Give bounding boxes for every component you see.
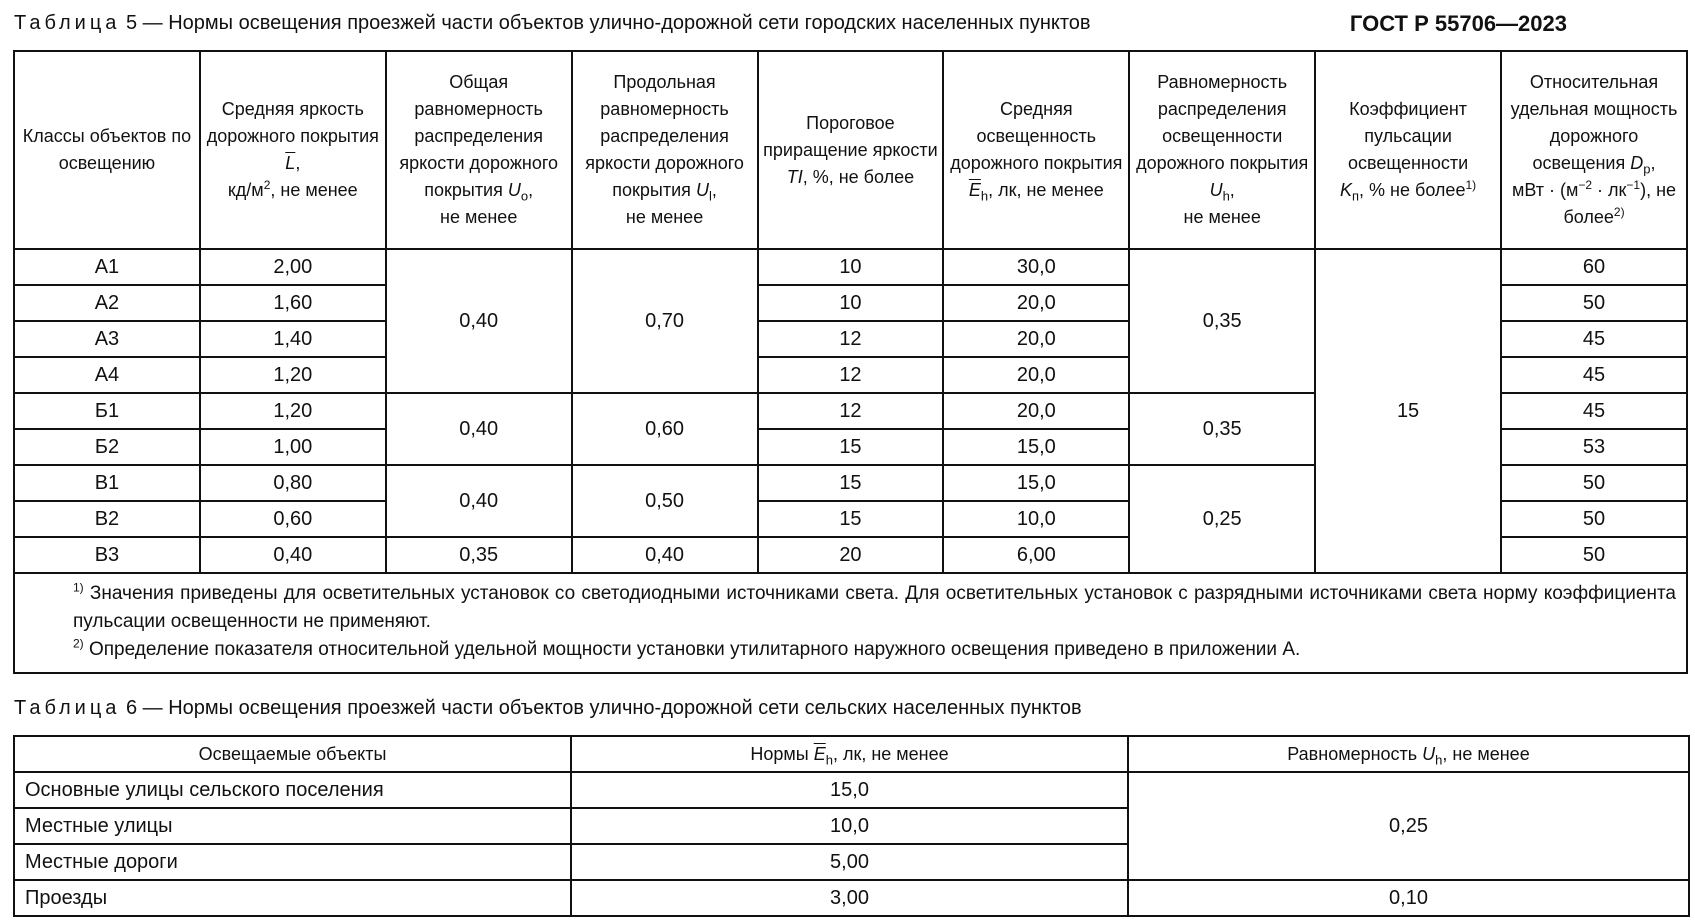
table-row <box>14 772 1689 808</box>
object-cell: Проезды <box>14 880 571 916</box>
class-cell: А4 <box>14 357 200 393</box>
luminance-cell: 0,80 <box>200 465 386 501</box>
footnote-1: $^{1)}$ Значения приведены для осветительных установок со светодиодными источниками света. Для осветительных установок с разрядными источниками света норму коэффициента пульсации освещенности не применяют. <box>73 580 1676 632</box>
luminance-cell: 0,60 <box>200 501 386 537</box>
class-cell: В3 <box>14 537 200 573</box>
table-row <box>14 880 1689 916</box>
ti-cell: 15 <box>758 429 944 465</box>
table6-caption-text: 6 — Нормы освещения проезжей части объектов улично-дорожной сети сельских населенных пунктов <box>125 697 1082 719</box>
object-cell: Местные дороги <box>14 844 571 880</box>
ti-cell: 15 <box>758 465 944 501</box>
power-cell: 45 <box>1501 321 1687 357</box>
header-specific-power: Относительная удельная мощность дорожного освещения $D_p$, мВт · $(м^{-2} \cdot лк^{-1})$, не более$^{2)}$ <box>1501 51 1687 249</box>
header-uniformity: Равномерность $U_h$, не менее <box>1128 736 1689 772</box>
power-cell: 50 <box>1501 537 1687 573</box>
uh-cell: 0,25 <box>1128 772 1689 880</box>
illuminance-cell: 6,00 <box>943 537 1129 573</box>
table5-caption-word: Таблица <box>14 12 121 34</box>
ul-cell: 0,40 <box>572 537 758 573</box>
ti-cell: 15 <box>758 501 944 537</box>
power-cell: 53 <box>1501 429 1687 465</box>
class-cell: Б2 <box>14 429 200 465</box>
illuminance-cell: 20,0 <box>943 393 1129 429</box>
class-cell: В1 <box>14 465 200 501</box>
power-cell: 45 <box>1501 393 1687 429</box>
ti-cell: 20 <box>758 537 944 573</box>
table-row <box>14 249 1687 285</box>
table5-caption <box>14 12 1091 35</box>
luminance-cell: 2,00 <box>200 249 386 285</box>
table6-header-row <box>14 736 1689 772</box>
ul-cell: 0,50 <box>572 465 758 537</box>
illuminance-cell: 20,0 <box>943 321 1129 357</box>
table5-header-row <box>14 51 1687 249</box>
footnote-2: $^{2)}$ Определение показателя относительной удельной мощности установки утилитарного наружного освещения приведено в приложении А. <box>73 636 1301 660</box>
object-cell: Основные улицы сельского поселения <box>14 772 571 808</box>
header-class: Классы объектов по освещению <box>14 51 200 249</box>
luminance-cell: 1,20 <box>200 393 386 429</box>
header-overall-uniformity: Общая равномерность распределения яркости дорожного покрытия $U_o$, не менее <box>386 51 572 249</box>
ul-cell: 0,60 <box>572 393 758 465</box>
illuminance-cell: 3,00 <box>571 880 1128 916</box>
illuminance-cell: 15,0 <box>571 772 1128 808</box>
ul-cell: 0,70 <box>572 249 758 393</box>
header-illuminance: Средняя освещенность дорожного покрытия $\overline{E}_h$, лк, не менее <box>943 51 1129 249</box>
table5-caption-text: 5 — Нормы освещения проезжей части объектов улично-дорожной сети городских населенных пунктов <box>125 12 1091 34</box>
uh-cell: 0,35 <box>1129 393 1315 465</box>
ti-cell: 12 <box>758 393 944 429</box>
table5-footnotes-row <box>14 573 1687 673</box>
ti-cell: 12 <box>758 357 944 393</box>
standard-number: ГОСТ Р 55706—2023 <box>1349 11 1567 36</box>
luminance-cell: 1,40 <box>200 321 386 357</box>
class-cell: А2 <box>14 285 200 321</box>
illuminance-cell: 20,0 <box>943 285 1129 321</box>
table6-caption-word: Таблица <box>14 697 121 719</box>
uo-cell: 0,40 <box>386 249 572 393</box>
uo-cell: 0,40 <box>386 465 572 537</box>
illuminance-cell: 5,00 <box>571 844 1128 880</box>
ti-cell: 10 <box>758 249 944 285</box>
table6 <box>13 735 1690 917</box>
illuminance-cell: 10,0 <box>943 501 1129 537</box>
ti-cell: 10 <box>758 285 944 321</box>
luminance-cell: 0,40 <box>200 537 386 573</box>
class-cell: А1 <box>14 249 200 285</box>
power-cell: 50 <box>1501 285 1687 321</box>
class-cell: В2 <box>14 501 200 537</box>
uh-cell: 0,25 <box>1129 465 1315 573</box>
uo-cell: 0,35 <box>386 537 572 573</box>
illuminance-cell: 20,0 <box>943 357 1129 393</box>
class-cell: А3 <box>14 321 200 357</box>
header-illuminance-uniformity: Равномерность распределения освещенности дорожного покрытия $U_h$, не менее <box>1129 51 1315 249</box>
header-pulsation: Коэффициент пульсации освещенности $K_п$, % не более$^{1)}$ <box>1315 51 1501 249</box>
header-luminance: Средняя яркость дорожного покрытия $\overline{L}$, $кд/м^2$, не менее <box>200 51 386 249</box>
kp-cell: 15 <box>1315 249 1501 573</box>
uo-cell: 0,40 <box>386 393 572 465</box>
class-cell: Б1 <box>14 393 200 429</box>
uh-cell: 0,35 <box>1129 249 1315 393</box>
header-longitudinal-uniformity: Продольная равномерность распределения яркости дорожного покрытия $U_l$, не менее <box>572 51 758 249</box>
luminance-cell: 1,60 <box>200 285 386 321</box>
table6-caption <box>14 697 1082 720</box>
power-cell: 60 <box>1501 249 1687 285</box>
illuminance-cell: 15,0 <box>943 465 1129 501</box>
illuminance-cell: 15,0 <box>943 429 1129 465</box>
luminance-cell: 1,20 <box>200 357 386 393</box>
object-cell: Местные улицы <box>14 808 571 844</box>
header-threshold-increment: Пороговое приращение яркости TI, %, не более <box>758 51 944 249</box>
illuminance-cell: 10,0 <box>571 808 1128 844</box>
power-cell: 50 <box>1501 501 1687 537</box>
ti-cell: 12 <box>758 321 944 357</box>
power-cell: 45 <box>1501 357 1687 393</box>
luminance-cell: 1,00 <box>200 429 386 465</box>
header-objects: Освещаемые объекты <box>14 736 571 772</box>
table5 <box>13 50 1688 674</box>
power-cell: 50 <box>1501 465 1687 501</box>
header-illuminance-norm: Нормы $\overline{E}_h$, лк, не менее <box>571 736 1128 772</box>
table5-footnotes <box>14 573 1687 673</box>
uh-cell: 0,10 <box>1128 880 1689 916</box>
illuminance-cell: 30,0 <box>943 249 1129 285</box>
